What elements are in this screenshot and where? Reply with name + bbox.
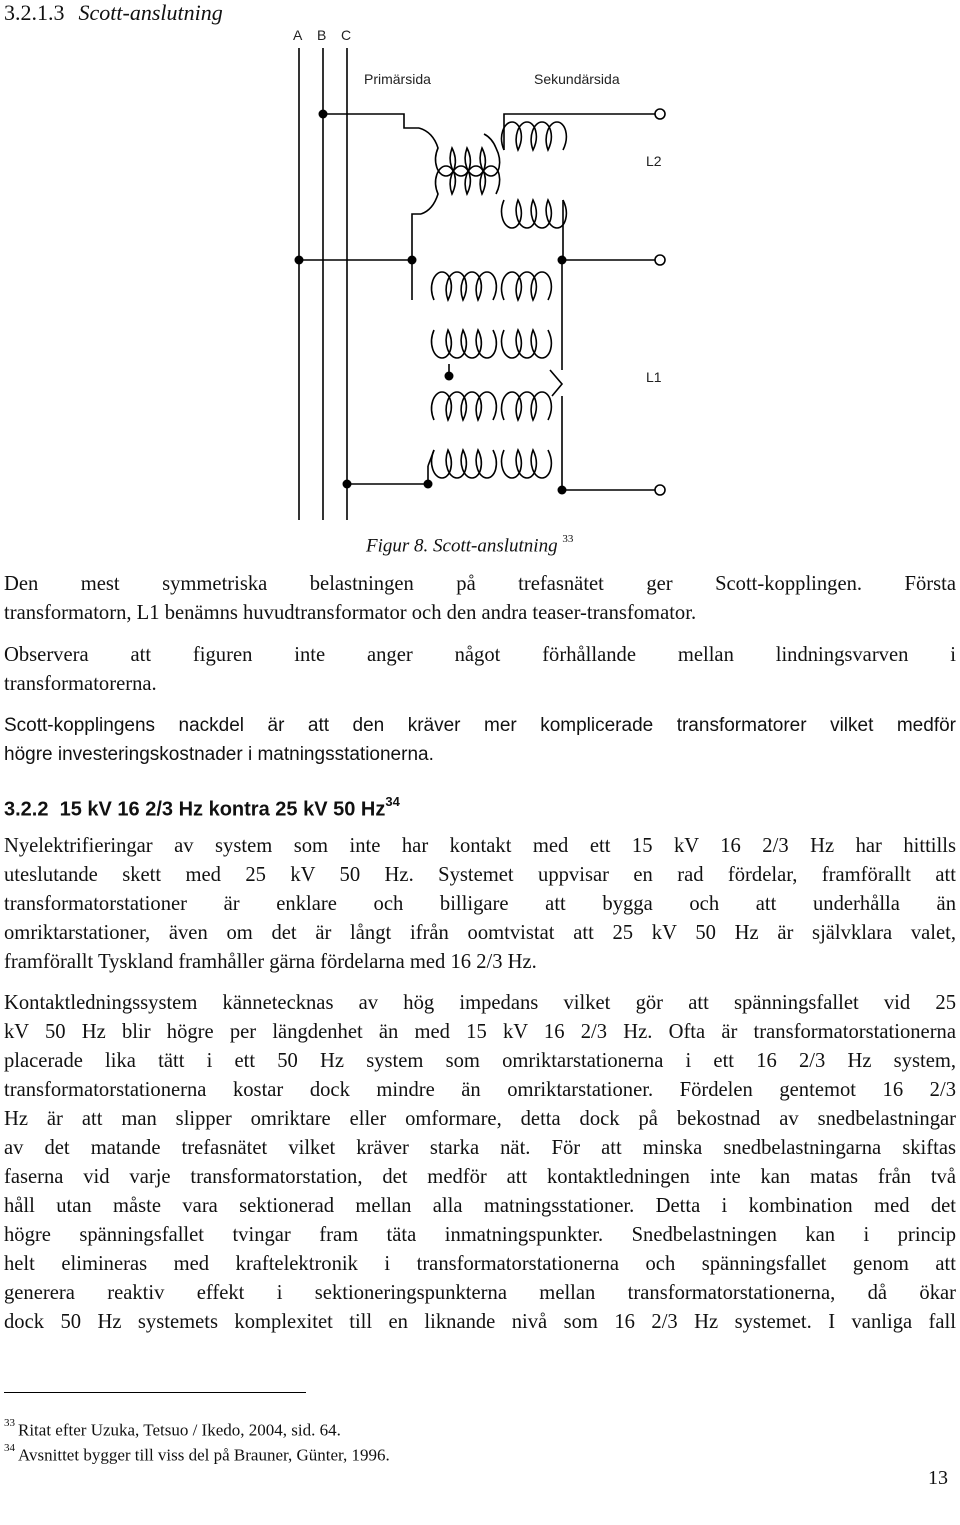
phase-label-b: B <box>317 27 327 43</box>
paragraph-line: Scott-kopplingens nackdel är att den kräver mer komplicerade transformatorer vilket medför <box>4 715 956 736</box>
terminal-l2-top <box>655 109 665 119</box>
paragraph-line: helt elimineras med kraftelektronik i transformatorstationerna och spänningsfallet genom att <box>4 1253 956 1275</box>
paragraph-line: placerade lika tätt i ett 50 Hz system som omriktarstationerna i ett 16 2/3 Hz system, <box>4 1050 956 1072</box>
main-secondary-cross <box>550 370 562 396</box>
teaser-primary-winding <box>419 128 500 176</box>
footnote-text: Avsnittet bygger till viss del på Brauner, Günter, 1996. <box>18 1445 390 1465</box>
footnote-33 <box>4 1417 341 1441</box>
paragraph-line: Observera att figuren inte anger något förhållande mellan lindningsvarven i <box>4 644 956 666</box>
footnote-number: 34 <box>4 1442 15 1454</box>
paragraph-4 <box>4 832 956 977</box>
terminal-l2-bottom <box>655 255 665 265</box>
phase-label-c: C <box>341 27 352 43</box>
heading-footnote-ref: 34 <box>385 794 400 809</box>
section-number: 3.2.1.3 <box>4 0 65 25</box>
paragraph-1 <box>4 570 956 628</box>
junction-dot <box>445 372 454 381</box>
paragraph-line: framförallt Tyskland framhåller gärna fördelarna med 16 2/3 Hz. <box>4 951 537 973</box>
page-number: 13 <box>928 1467 948 1489</box>
section-title: 15 kV 16 2/3 Hz kontra 25 kV 50 Hz <box>59 798 386 821</box>
phase-label-a: A <box>293 27 303 43</box>
paragraph-line: Kontaktledningssystem kännetecknas av hög impedans vilket gör att spänningsfallet vid 25 <box>4 992 956 1014</box>
paragraph-line: dock 50 Hz systemets komplexitet till en liknande nivå som 16 2/3 Hz systemet. I vanliga fall <box>4 1311 956 1333</box>
paragraph-line: transformatorstationer är enklare och billigare att bygga och att underhålla än <box>4 893 956 915</box>
tap-b <box>323 114 419 128</box>
footnote-separator <box>4 1392 306 1393</box>
output-label-l1: L1 <box>646 369 662 385</box>
paragraph-line: Den mest symmetriska belastningen på trefasnätet ger Scott-kopplingen. Första <box>4 573 956 595</box>
section-title: Scott-anslutning <box>78 0 223 25</box>
paragraph-line: av det matande trefasnätet vilket kräver starka nät. För att minska snedbelastningarna skiftas <box>4 1137 956 1159</box>
caption-text: Figur 8. Scott-anslutning <box>366 535 558 557</box>
main-primary-winding-2 <box>432 392 497 478</box>
main-secondary-winding <box>502 272 552 358</box>
paragraph-line: transformatorn, L1 benämns huvudtransformator och den andra teaser-transfomator. <box>4 602 697 624</box>
paragraph-line: kV 50 Hz blir högre per längdenhet än med 15 kV 16 2/3 Hz. Ofta är transformatorstationerna <box>4 1021 956 1043</box>
paragraph-line: högre spänningsfallet tvingar fram täta inmatningspunkter. Snedbelastningen kan i princip <box>4 1224 956 1246</box>
paragraph-line: högre investeringskostnader i matningsstationerna. <box>4 744 434 765</box>
footnote-number: 33 <box>4 1417 15 1429</box>
paragraph-5 <box>4 989 956 1337</box>
junction-dot <box>343 480 352 489</box>
junction-dot <box>408 256 417 265</box>
main-secondary-winding-2 <box>502 392 552 478</box>
section-heading-3-2-2 <box>4 796 400 822</box>
main-secondary-lead-bottom <box>562 396 658 490</box>
paragraph-2 <box>4 641 956 699</box>
teaser-secondary-winding <box>502 122 567 228</box>
figure-caption <box>366 535 573 557</box>
junction-dot <box>558 256 567 265</box>
section-number: 3.2.2 <box>4 798 49 821</box>
paragraph-line: omriktarstationer, även om det är långt ifrån oomtvistat att 25 kV 50 Hz är självklara valet, <box>4 922 956 944</box>
footnote-34 <box>4 1442 390 1466</box>
junction-dot <box>319 110 328 119</box>
primary-side-label: Primärsida <box>364 71 431 87</box>
junction-dot <box>558 486 567 495</box>
footnote-text: Ritat efter Uzuka, Tetsuo / Ikedo, 2004, sid. 64. <box>18 1420 341 1440</box>
paragraph-line: faserna vid varje transformatorstation, det medför att kontaktledningen inte kan matas från två <box>4 1166 956 1188</box>
paragraph-line: generera reaktiv effekt i sektioneringspunkterna mellan transformatorstationerna, då ökar <box>4 1282 956 1304</box>
output-label-l2: L2 <box>646 153 662 169</box>
teaser-secondary-lead-bottom <box>563 200 658 260</box>
paragraph-line: Hz är att man slipper omriktare eller omformare, detta dock på bekostnad av snedbelastningar <box>4 1108 956 1130</box>
tap-c <box>347 466 428 484</box>
paragraph-line: uteslutande skett med 25 kV 50 Hz. Systemet uppvisar en rad fördelar, framförallt att <box>4 864 956 886</box>
caption-footnote-ref: 33 <box>562 533 574 545</box>
junction-dot <box>424 480 433 489</box>
paragraph-line: transformatorerna. <box>4 673 157 695</box>
tap-a <box>299 214 421 260</box>
teaser-primary-winding-lower <box>421 166 500 214</box>
main-primary-winding <box>432 272 497 358</box>
paragraph-line: transformatorstationerna kostar dock mindre än omriktarstationer. Fördelen gentemot 16 2/3 <box>4 1079 956 1101</box>
teaser-secondary-lead-top <box>504 114 658 150</box>
junction-dot <box>295 256 304 265</box>
paragraph-3 <box>4 711 956 769</box>
paragraph-line: Nyelektrifieringar av system som inte har kontakt med ett 15 kV 16 2/3 Hz har hittills <box>4 835 956 857</box>
scott-connection-diagram <box>0 0 960 530</box>
terminal-l1-bottom <box>655 485 665 495</box>
paragraph-line: håll utan måste vara sektionerad mellan alla matningsstationer. Detta i kombination med det <box>4 1195 956 1217</box>
secondary-side-label: Sekundärsida <box>534 71 620 87</box>
